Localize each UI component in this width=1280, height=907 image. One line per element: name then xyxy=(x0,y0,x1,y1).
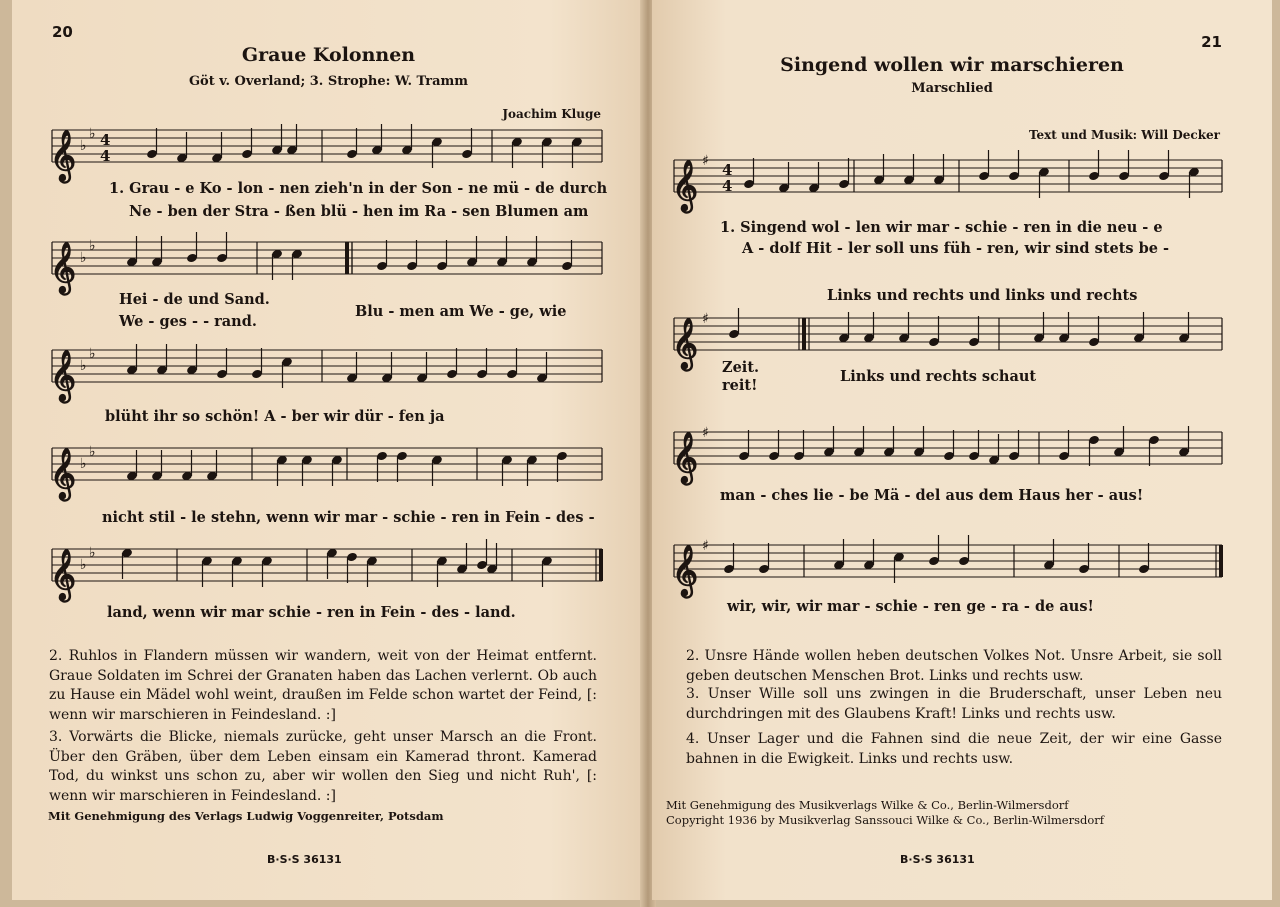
permission-note: Mit Genehmigung des Verlags Ludwig Voggenreiter, Potsdam xyxy=(48,809,444,823)
song-title: Singend wollen wir marschieren xyxy=(780,54,1124,76)
flat-glyph: ♭ xyxy=(89,238,96,254)
lyric-line: blüht ihr so schön! A - ber wir dür - fen ja xyxy=(105,408,445,425)
staff-system-4 xyxy=(672,533,1222,596)
flat-glyph: ♭ xyxy=(89,545,96,561)
time-signature-bottom: 4 xyxy=(722,177,733,195)
lyric-line: 1. Singend wol - len wir mar - schie - ren in die neu - e xyxy=(720,219,1163,236)
lyric-line: We - ges - - rand. xyxy=(119,313,257,330)
song-credits: Göt v. Overland; 3. Strophe: W. Tramm xyxy=(188,74,469,89)
sharp-glyph: ♯ xyxy=(702,153,709,169)
verse-2: 2. Unsre Hände wollen heben deutschen Volkes Not. Unsre Arbeit, sie soll geben deutschen Menschen Brot. Links und rechts usw. xyxy=(686,648,1222,684)
staff-system-5 xyxy=(50,537,602,600)
staff-system-3 xyxy=(672,420,1222,483)
catalog-number: B·S·S 36131 xyxy=(900,853,975,866)
catalog-number: B·S·S 36131 xyxy=(267,853,342,866)
left-page xyxy=(12,0,645,900)
treble-clef-glyph: 𝄞 xyxy=(50,242,77,293)
flat-glyph: ♭ xyxy=(89,126,96,142)
treble-clef-glyph: 𝄞 xyxy=(672,545,699,596)
staff-system-2 xyxy=(50,230,602,293)
time-signature-bottom: 4 xyxy=(100,147,111,165)
copyright-note: Copyright 1936 by Musikverlag Sanssouci Wilke & Co., Berlin-Wilmersdorf xyxy=(666,813,1105,827)
treble-clef-glyph: 𝄞 xyxy=(672,318,699,369)
staff-system-1 xyxy=(672,148,1222,211)
flat-glyph: ♭ xyxy=(80,138,87,154)
flat-glyph: ♭ xyxy=(89,444,96,460)
lyric-line: A - dolf Hit - ler soll uns füh - ren, wir sind stets be - xyxy=(742,240,1170,257)
flat-glyph: ♭ xyxy=(80,250,87,266)
lyric-line: Blu - men am We - ge, wie xyxy=(355,303,567,320)
sharp-glyph: ♯ xyxy=(702,425,709,441)
treble-clef-glyph: 𝄞 xyxy=(50,448,77,499)
treble-clef-glyph: 𝄞 xyxy=(672,160,699,211)
lyric-line: Zeit. xyxy=(722,359,760,376)
treble-clef-glyph: 𝄞 xyxy=(672,432,699,483)
verse-4: 4. Unser Lager und die Fahnen sind die neue Zeit, der wir eine Gasse bahnen in die Ewigkeit. Links und rechts usw. xyxy=(686,731,1222,767)
lyric-line: land, wenn wir mar schie - ren in Fein - des - land. xyxy=(107,604,516,621)
lyric-line: Links und rechts schaut xyxy=(840,368,1037,385)
composer: Text und Musik: Will Decker xyxy=(1028,128,1220,142)
treble-clef-glyph: 𝄞 xyxy=(50,350,77,401)
sharp-glyph: ♯ xyxy=(702,311,709,327)
chorus-heading: Links und rechts und links und rechts xyxy=(827,287,1138,304)
lyric-line: reit! xyxy=(722,377,758,394)
time-signature-top: 4 xyxy=(722,161,733,179)
staff-system-1 xyxy=(50,118,602,181)
flat-glyph: ♭ xyxy=(80,557,87,573)
page-number: 21 xyxy=(1201,33,1222,51)
staff-system-4 xyxy=(50,436,602,499)
song-subtitle: Marschlied xyxy=(911,81,993,96)
song-title: Graue Kolonnen xyxy=(241,44,416,66)
right-page xyxy=(652,0,1272,900)
flat-glyph: ♭ xyxy=(80,456,87,472)
sharp-glyph: ♯ xyxy=(702,538,709,554)
lyric-line: Hei - de und Sand. xyxy=(119,291,270,308)
verse-3: 3. Vorwärts die Blicke, niemals zurücke, geht unser Marsch an die Front. Über den Gräben, über dem Leben einsam ein Kamerad thront. Kamerad Tod, du winkst uns schon zu, aber wir wollen den Sieg und nicht Ruh', [: wenn wir marschieren in Feindesland. :] xyxy=(49,729,597,804)
treble-clef-glyph: 𝄞 xyxy=(50,549,77,600)
lyric-line: Ne - ben der Stra - ßen blü - hen im Ra - sen Blumen am xyxy=(129,203,589,220)
verse-3: 3. Unser Wille soll uns zwingen in die Bruderschaft, unser Leben neu durchdringen mit des Glaubens Kraft! Links und rechts usw. xyxy=(686,686,1222,722)
lyric-line: 1. Grau - e Ko - lon - nen zieh'n in der Son - ne mü - de durch xyxy=(109,180,608,197)
lyric-line: man - ches lie - be Mä - del aus dem Haus her - aus! xyxy=(720,487,1144,504)
lyric-line: nicht stil - le stehn, wenn wir mar - schie - ren in Fein - des - xyxy=(102,509,595,526)
time-signature-top: 4 xyxy=(100,131,111,149)
composer: Joachim Kluge xyxy=(502,107,601,121)
flat-glyph: ♭ xyxy=(89,346,96,362)
staff-system-3 xyxy=(50,338,602,401)
verse-2: 2. Ruhlos in Flandern müssen wir wandern, weit von der Heimat entfernt. Graue Soldaten im Schrei der Granaten haben das Lachen verlernt. Ob auch zu Hause ein Mädel wohl weint, draußen im Felde schon wartet der Feind, [: wenn wir marschieren in Feindesland. :] xyxy=(49,648,597,723)
page-number: 20 xyxy=(52,23,73,41)
treble-clef-glyph: 𝄞 xyxy=(50,130,77,181)
permission-note: Mit Genehmigung des Musikverlags Wilke & Co., Berlin-Wilmersdorf xyxy=(666,798,1069,812)
lyric-line: wir, wir, wir mar - schie - ren ge - ra - de aus! xyxy=(727,598,1094,615)
flat-glyph: ♭ xyxy=(80,358,87,374)
